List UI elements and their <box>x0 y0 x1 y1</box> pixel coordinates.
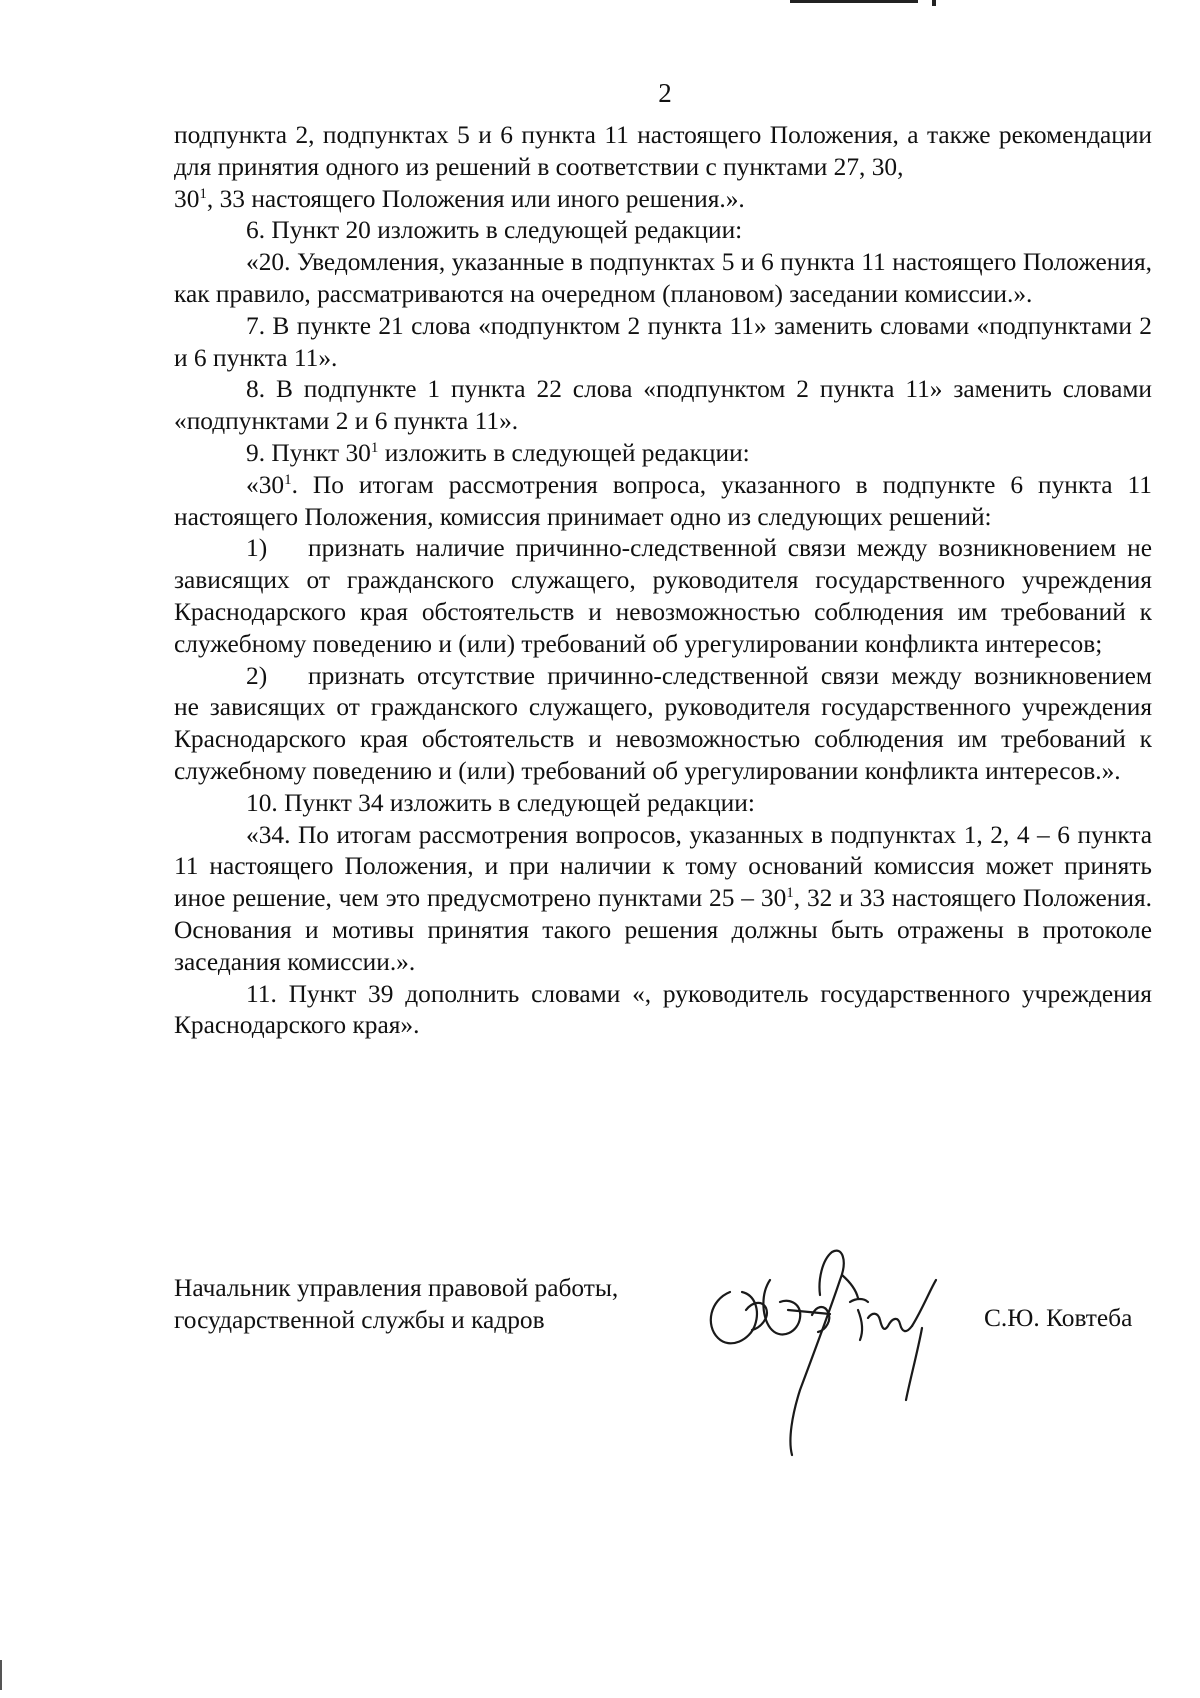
subitem-2 <box>174 661 1152 788</box>
paragraph-1: подпункта 2, подпунктах 5 и 6 пункта 11 настоящего Положения, а также рекомендации для принятия одного из решений в соответствии с пунктами 27, 30, $30^1$, 33 настоящего Положения или иного решения.». <box>174 121 1152 213</box>
signer-name: С.Ю. Ковтеба <box>984 1304 1133 1332</box>
signer-title <box>174 1272 618 1336</box>
paragraph-item-9: 9. Пункт $30^1$ изложить в следующей редакции: <box>246 438 750 467</box>
top-edge-line <box>790 0 918 3</box>
page-number: 2 <box>658 78 672 108</box>
paragraph-item-8: 8. В подпункте 1 пункта 22 слова «подпунктом 2 пункта 11» заменить словами «подпунктами 2 и 6 пункта 11». <box>174 375 1152 436</box>
paragraph-item-10: 10. Пункт 34 изложить в следующей редакции: <box>246 788 755 817</box>
paragraph-item-11: 11. Пункт 39 дополнить словами «, руководитель государственного учреждения Краснодарского края». <box>174 979 1152 1040</box>
subitem-1 <box>174 533 1152 660</box>
subitem-2-text: признать отсутствие причинно-следственной связи между возникновением не зависящих от гражданского служащего, руководителя государственного учреждения Краснодарского края обстоятельств и невозможностью соблюдения им требований к служебному поведению и (или) требований об урегулировании конфликта интересов.». <box>174 661 1152 785</box>
paragraph-item-6: 6. Пункт 20 изложить в следующей редакции: <box>246 216 743 245</box>
subitem-1-number: 1) <box>246 534 268 563</box>
subitem-1-text: признать наличие причинно-следственной связи между возникновением не зависящих от гражданского служащего, руководителя государственного учреждения Краснодарского края обстоятельств и невозможностью соблюдения им требований к служебному поведению и (или) требований об урегулировании конфликта интересов; <box>174 534 1152 658</box>
paragraph-item-20-text: «20. Уведомления, указанные в подпунктах 5 и 6 пункта 11 настоящего Положения, как правило, рассматриваются на очередном (плановом) заседании комиссии.». <box>174 248 1152 308</box>
document-body <box>174 120 1152 1042</box>
top-edge-tick <box>932 0 936 6</box>
scan-edge-mark <box>0 1660 2 1690</box>
handwritten-signature <box>700 1240 970 1470</box>
signer-title-line-2: государственной службы и кадров <box>174 1306 545 1334</box>
paragraph-item-34-text: «34. По итогам рассмотрения вопросов, указанных в подпунктах 1, 2, 4 – 6 пункта 11 настоящего Положения, и при наличии к тому оснований комиссия может принять иное решение, чем это предусмотрено пунктами $25 - 30^1$, 32 и 33 настоящего Положения. Основания и мотивы принятия такого решения должны быть отражены в протоколе заседания комиссии.». <box>174 820 1152 976</box>
subitem-2-number: 2) <box>246 661 268 690</box>
signer-title-line-1: Начальник управления правовой работы, <box>174 1274 619 1302</box>
paragraph-item-7: 7. В пункте 21 слова «подпунктом 2 пункта 11» заменить словами «подпунктами 2 и 6 пункта 11». <box>174 311 1152 372</box>
paragraph-item-30-1-text: «$30^1$. По итогам рассмотрения вопроса, указанного в подпункте 6 пункта 11 настоящего Положения, комиссия принимает одно из следующих решений: <box>174 470 1152 531</box>
